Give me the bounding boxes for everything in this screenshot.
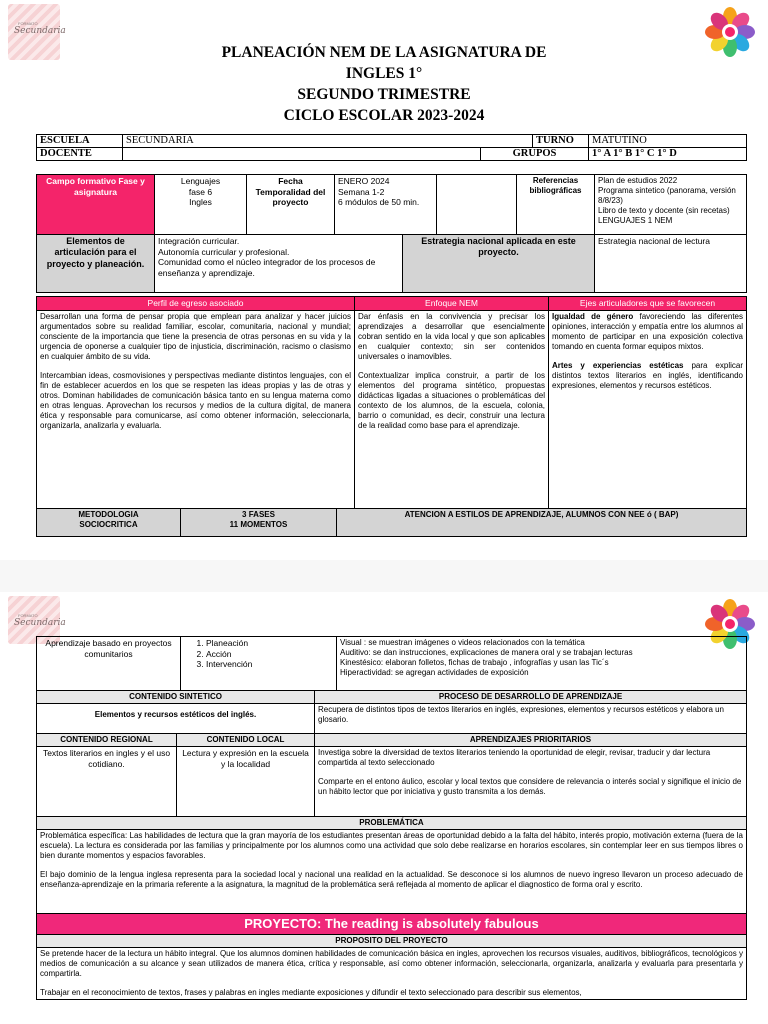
proceso-label: PROCESO DE DESARROLLO DE APRENDIZAJE [315,691,747,704]
estilos-cell [337,637,747,691]
school-table [36,134,747,161]
perfil-header: Perfil de egreso asociado [37,297,355,311]
logo-text: Secundaria [14,618,66,628]
aprendizajes-paragraph: Comparte en el entono áulico, escolar y local textos que considere de relevancia o interés social y signifique el inicio de un hábito lector que por iniciativa y gusto transmita a los demás. [318,777,742,796]
proceso-value: Recupera de distintos tipos de textos literarios en inglés, expresiones, elementos y recursos estéticos y elabora un glosario. [315,704,747,734]
referencias-label: Referencias bibliográficas [517,175,595,235]
ejes-highlight: Igualdad de género [552,311,634,321]
title-line-3: SEGUNDO TRIMESTRE [297,86,471,103]
estrategia-value: Estrategia nacional de lectura [595,235,747,293]
grupos-value: 1° A 1° B 1° C 1° D [589,148,747,161]
fases-label [181,509,337,537]
problematica-paragraph: Problemática específica: Las habilidades de lectura que la gran mayoría de los estudiantes presentan áreas de oportunidad debido a la falta del hábito, interés propio, motivación externa (fuera de la escuela). La lectura es considerada por las familias y principalmente por los alumnos como una actividad que solo debe realizarse en horarios escolares, sin contemplar leer en sus tiempos libres o bien durante momentos y espacios favorables. [40,831,743,860]
fecha-line: Semana 1-2 [338,186,385,197]
fecha-line: ENERO 2024 [338,176,390,186]
fecha-spacer [437,175,517,235]
grupos-label: GRUPOS [481,148,589,161]
aprendizajes-cell [315,747,747,821]
referencia-line: Libro de texto y docente (sin recetas) [598,206,730,215]
aprendizajes-paragraph: Investiga sobre la diversidad de textos literarios teniendo la oportunidad de elegir, revisar, traducir y dar lectura compartida al texto seleccionado [318,748,711,767]
fases-list-cell [181,637,337,691]
campo-line: Lenguajes [180,176,221,186]
elementos-line: Autonomía curricular y profesional. [158,246,290,257]
docente-label: DOCENTE [37,148,123,161]
docente-value [123,148,481,161]
estilo-line: Kinestésico: elaboran folletos, fichas de trabajo , infografías y usan las Tic´s [340,658,609,667]
elementos-label: Elementos de articulación para el proyecto y planeación. [37,235,155,293]
title-line-1: PLANEACIÓN NEM DE LA ASIGNATURA DE [221,44,547,61]
estrategia-label: Estrategia nacional aplicada en este proyecto. [403,235,595,293]
title-line-2: INGLES 1° [345,65,423,82]
fecha-line: 6 módulos de 50 min. [338,197,420,208]
info-table [36,174,747,293]
ejes-highlight: Artes y experiencias estéticas [552,360,684,370]
elementos-line: Comunidad como el núcleo integrador de los procesos de enseñanza y aprendizaje. [158,257,376,278]
estilo-line: Hiperactividad: se agregan actividades de exposición [340,668,529,677]
referencia-line: Plan de estudios 2022 [598,176,678,185]
logo-text: Secundaria [14,26,66,36]
page-2 [0,592,768,1024]
metodologia-table [36,508,747,537]
local-label: CONTENIDO LOCAL [177,734,315,747]
campo-value [155,175,247,235]
estilos-table [36,636,747,691]
ejes-paragraph [552,361,743,391]
escuela-value: SECUNDARIA [123,135,533,148]
contenido-sintetico-value: Elementos y recursos estéticos del inglés. [37,704,315,734]
problematica-cell [37,830,747,914]
problematica-paragraph: El bajo dominio de la lengua inglesa representa para la sociedad local y nacional una realidad en la actualidad. Se desconoce si los alumnos de nuevo ingreso llevaron un proceso adecuado de enseñanza-aprendizaje en la primaria referente a la asignatura, la magnitud de la problemática será reflejada al momento de aplicar el diagnostico de forma oral y escrito. [40,870,743,889]
metodologia-line: SOCIOCRITICA [79,520,138,529]
fases-line: 11 MOMENTOS [229,520,288,529]
document-title [0,42,768,126]
fase-item: 3. Intervención [206,659,333,670]
proposito-label: PROPOSITO DEL PROYECTO [37,935,747,948]
fases-line: 3 FASES [242,510,275,519]
ejes-text: favoreciendo las diferentes opiniones, interacción y empatía entre los alumnos al momento de participar en una exposición colectiva tomando en cuenta formar equipos mixtos. [552,311,744,351]
contenido-table [36,690,747,821]
enfoque-paragraph: Dar énfasis en la convivencia y precisar los aprendizajes a desarrollar que esencialmente cobran sentido en la vida local y que son aplicables en cualquier contexto; sin ser contenidos universales o inamovibles. [358,311,545,361]
campo-line: fase 6 [188,186,213,197]
aprendizajes-label: APRENDIZAJES PRIORITARIOS [315,734,747,747]
perfil-paragraph: Desarrollan una forma de pensar propia que emplean para analizar y hacer juicios argumentados sobre su realidad familiar, escolar, comunitaria, nacional y mundial; consciente de la importancia que tiene la presencia de otras personas en su vida y la urgencia de oponerse a cualquier tipo de injusticia, discriminación, racismo o clasismo en cualquier ámbito de su vida. [40,311,351,361]
referencias-value [595,175,747,235]
local-value: Lectura y expresión en la escuela y la localidad [177,747,315,821]
campo-label: Campo formativo Fase y asignatura [37,175,155,235]
perfil-cell [37,310,355,508]
escuela-label: ESCUELA [37,135,123,148]
estilo-line: Visual : se muestran imágenes o videos relacionados con la temática [340,638,585,647]
fase-item: 1. Planeación [206,638,333,649]
ejes-text: para explicar distintos textos literarios en inglés, identificando expresiones, elementos y recursos estéticos. [552,360,743,390]
elementos-line: Integración curricular. [158,236,240,246]
contenido-sintetico-label: CONTENIDO SINTETICO [37,691,315,704]
referencia-line: Programa sintetico (panorama, versión 8/8/23) [598,186,736,205]
proposito-paragraph: Trabajar en el reconocimiento de textos, frases y palabras en ingles mediante exposiciones y difundir el texto seleccionado para describir sus elementos, [40,988,582,998]
enfoque-paragraph: Contextualizar implica construir, a partir de los elementos del programa sintético, propuestas didácticas ligadas a situaciones o problemáticas del contexto de los alumnos, de la escuela, colonia, barrio o comunidad, es decir, construir una lectura de la realidad como base para el aprendizaje. [358,370,545,430]
title-line-4: CICLO ESCOLAR 2023-2024 [283,107,485,124]
atencion-label: ATENCION A ESTILOS DE APRENDIZAJE, ALUMNOS CON NEE ó ( BAP) [337,509,747,537]
logo-small-text: FORMATO [18,613,38,618]
ejes-cell [549,310,747,508]
regional-value: Textos literarios en ingles y el uso cotidiano. [37,747,177,821]
problematica-table [36,816,747,1000]
turno-label: TURNO [533,135,589,148]
metodologia-label [37,509,181,537]
regional-label: CONTENIDO REGIONAL [37,734,177,747]
proposito-paragraph: Se pretende hacer de la lectura un hábito integral. Que los alumnos dominen habilidades de comunicación básica en ingles, aprovechen los recursos visuales, auditivos, bibliográficos, tecnológicos y medios de comunicación a su alcance y sean utilizados de manera ética, crítica y responsable, así como obtener información, seleccionarla, organizarla, analizarla y evaluarla para presentarla y compartirla. [40,949,743,979]
ejes-header: Ejes articuladores que se favorecen [549,297,747,311]
elementos-value [155,235,403,293]
proposito-cell [37,948,747,1000]
fase-item: 2. Acción [206,649,333,660]
referencia-line: LENGUAJES 1 NEM [598,216,673,225]
metodologia-line: METODOLOGIA [78,510,139,519]
problematica-label: PROBLEMÁTICA [37,817,747,830]
enfoque-header: Enfoque NEM [355,297,549,311]
turno-value: MATUTINO [589,135,747,148]
ejes-paragraph [552,312,743,352]
estilo-line: Auditivo: se dan instrucciones, explicaciones de manera oral y se trabajan lecturas [340,648,633,657]
logo-small-text: FORMATO [18,21,38,26]
fecha-value [335,175,437,235]
campo-line: Ingles [189,197,212,208]
fases-list [184,638,333,670]
perfil-paragraph: Intercambian ideas, cosmovisiones y perspectivas mediante distintos lenguajes, con el fin de establecer acuerdos en los que se respeten las ideas propias y las de otras y otros. Dominan habilidades de comunicación básica tanto en su lengua materna como en otras lenguas. Aprovechan los recursos y medios de la cultura digital, de manera ética y responsable para comunicarse, así como obtener información, seleccionarla, organizarla, analizarla y evaluarla. [40,370,351,430]
enfoque-cell [355,310,549,508]
metodo-value: Aprendizaje basado en proyectos comunitarios [37,637,181,691]
proyecto-title: PROYECTO: The reading is absolutely fabulous [37,914,747,935]
perfil-table [36,296,747,509]
page-gap [0,560,768,592]
fecha-label: Fecha Temporalidad del proyecto [247,175,335,235]
